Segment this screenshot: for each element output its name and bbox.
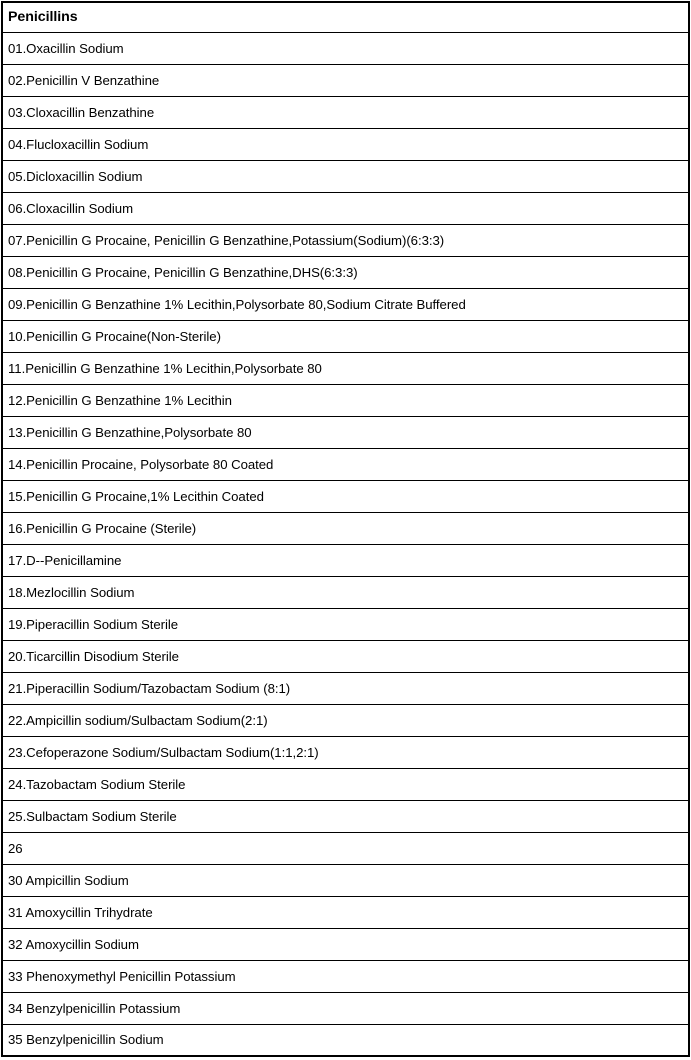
document-page (0, 1, 691, 1060)
table-row (2, 992, 689, 1024)
table-row (2, 224, 689, 256)
table-row (2, 64, 689, 96)
table-cell-product-name: 35 Benzylpenicillin Sodium (2, 1024, 689, 1056)
table-cell-product-name: 26 (2, 832, 689, 864)
table-cell-product-name: 20.Ticarcillin Disodium Sterile (2, 640, 689, 672)
table-cell-product-name: 11.Penicillin G Benzathine 1% Lecithin,Polysorbate 80 (2, 352, 689, 384)
table-cell-product-name: 01.Oxacillin Sodium (2, 32, 689, 64)
table-row (2, 672, 689, 704)
table-cell-product-name: 05.Dicloxacillin Sodium (2, 160, 689, 192)
table-row (2, 448, 689, 480)
table-cell-product-name: 15.Penicillin G Procaine,1% Lecithin Coated (2, 480, 689, 512)
table-cell-product-name: 04.Flucloxacillin Sodium (2, 128, 689, 160)
table-cell-product-name: 03.Cloxacillin Benzathine (2, 96, 689, 128)
table-row (2, 512, 689, 544)
table-cell-product-name: 34 Benzylpenicillin Potassium (2, 992, 689, 1024)
table-cell-product-name: 07.Penicillin G Procaine, Penicillin G Benzathine,Potassium(Sodium)(6:3:3) (2, 224, 689, 256)
table-row (2, 576, 689, 608)
table-body (2, 2, 689, 1056)
table-cell-product-name: 02.Penicillin V Benzathine (2, 64, 689, 96)
table-row (2, 256, 689, 288)
table-row (2, 736, 689, 768)
table-cell-product-name: 31 Amoxycillin Trihydrate (2, 896, 689, 928)
table-row (2, 832, 689, 864)
table-row (2, 192, 689, 224)
table-row (2, 544, 689, 576)
table-row (2, 96, 689, 128)
table-row (2, 160, 689, 192)
table-cell-product-name: 24.Tazobactam Sodium Sterile (2, 768, 689, 800)
table-cell-product-name: 32 Amoxycillin Sodium (2, 928, 689, 960)
table-cell-product-name: 09.Penicillin G Benzathine 1% Lecithin,Polysorbate 80,Sodium Citrate Buffered (2, 288, 689, 320)
table-cell-product-name: 13.Penicillin G Benzathine,Polysorbate 80 (2, 416, 689, 448)
table-header-cell: Penicillins (2, 2, 689, 32)
table-cell-product-name: 30 Ampicillin Sodium (2, 864, 689, 896)
table-row (2, 896, 689, 928)
table-row (2, 640, 689, 672)
table-cell-product-name: 17.D--Penicillamine (2, 544, 689, 576)
table-cell-product-name: 10.Penicillin G Procaine(Non-Sterile) (2, 320, 689, 352)
table-cell-product-name: 08.Penicillin G Procaine, Penicillin G Benzathine,DHS(6:3:3) (2, 256, 689, 288)
table-row (2, 480, 689, 512)
table-row (2, 320, 689, 352)
table-row (2, 704, 689, 736)
table-row (2, 416, 689, 448)
table-row (2, 352, 689, 384)
table-cell-product-name: 33 Phenoxymethyl Penicillin Potassium (2, 960, 689, 992)
table-cell-product-name: 25.Sulbactam Sodium Sterile (2, 800, 689, 832)
table-row (2, 768, 689, 800)
table-cell-product-name: 19.Piperacillin Sodium Sterile (2, 608, 689, 640)
table-cell-product-name: 14.Penicillin Procaine, Polysorbate 80 Coated (2, 448, 689, 480)
table-row (2, 128, 689, 160)
table-row (2, 608, 689, 640)
table-cell-product-name: 18.Mezlocillin Sodium (2, 576, 689, 608)
table-row (2, 960, 689, 992)
table-row (2, 288, 689, 320)
table-cell-product-name: 06.Cloxacillin Sodium (2, 192, 689, 224)
table-row (2, 928, 689, 960)
table-cell-product-name: 23.Cefoperazone Sodium/Sulbactam Sodium(1:1,2:1) (2, 736, 689, 768)
penicillins-table (1, 1, 690, 1057)
table-row (2, 32, 689, 64)
table-cell-product-name: 16.Penicillin G Procaine (Sterile) (2, 512, 689, 544)
table-header-row (2, 2, 689, 32)
table-row (2, 800, 689, 832)
table-cell-product-name: 12.Penicillin G Benzathine 1% Lecithin (2, 384, 689, 416)
table-row (2, 1024, 689, 1056)
table-row (2, 864, 689, 896)
table-cell-product-name: 21.Piperacillin Sodium/Tazobactam Sodium (8:1) (2, 672, 689, 704)
table-cell-product-name: 22.Ampicillin sodium/Sulbactam Sodium(2:1) (2, 704, 689, 736)
table-row (2, 384, 689, 416)
